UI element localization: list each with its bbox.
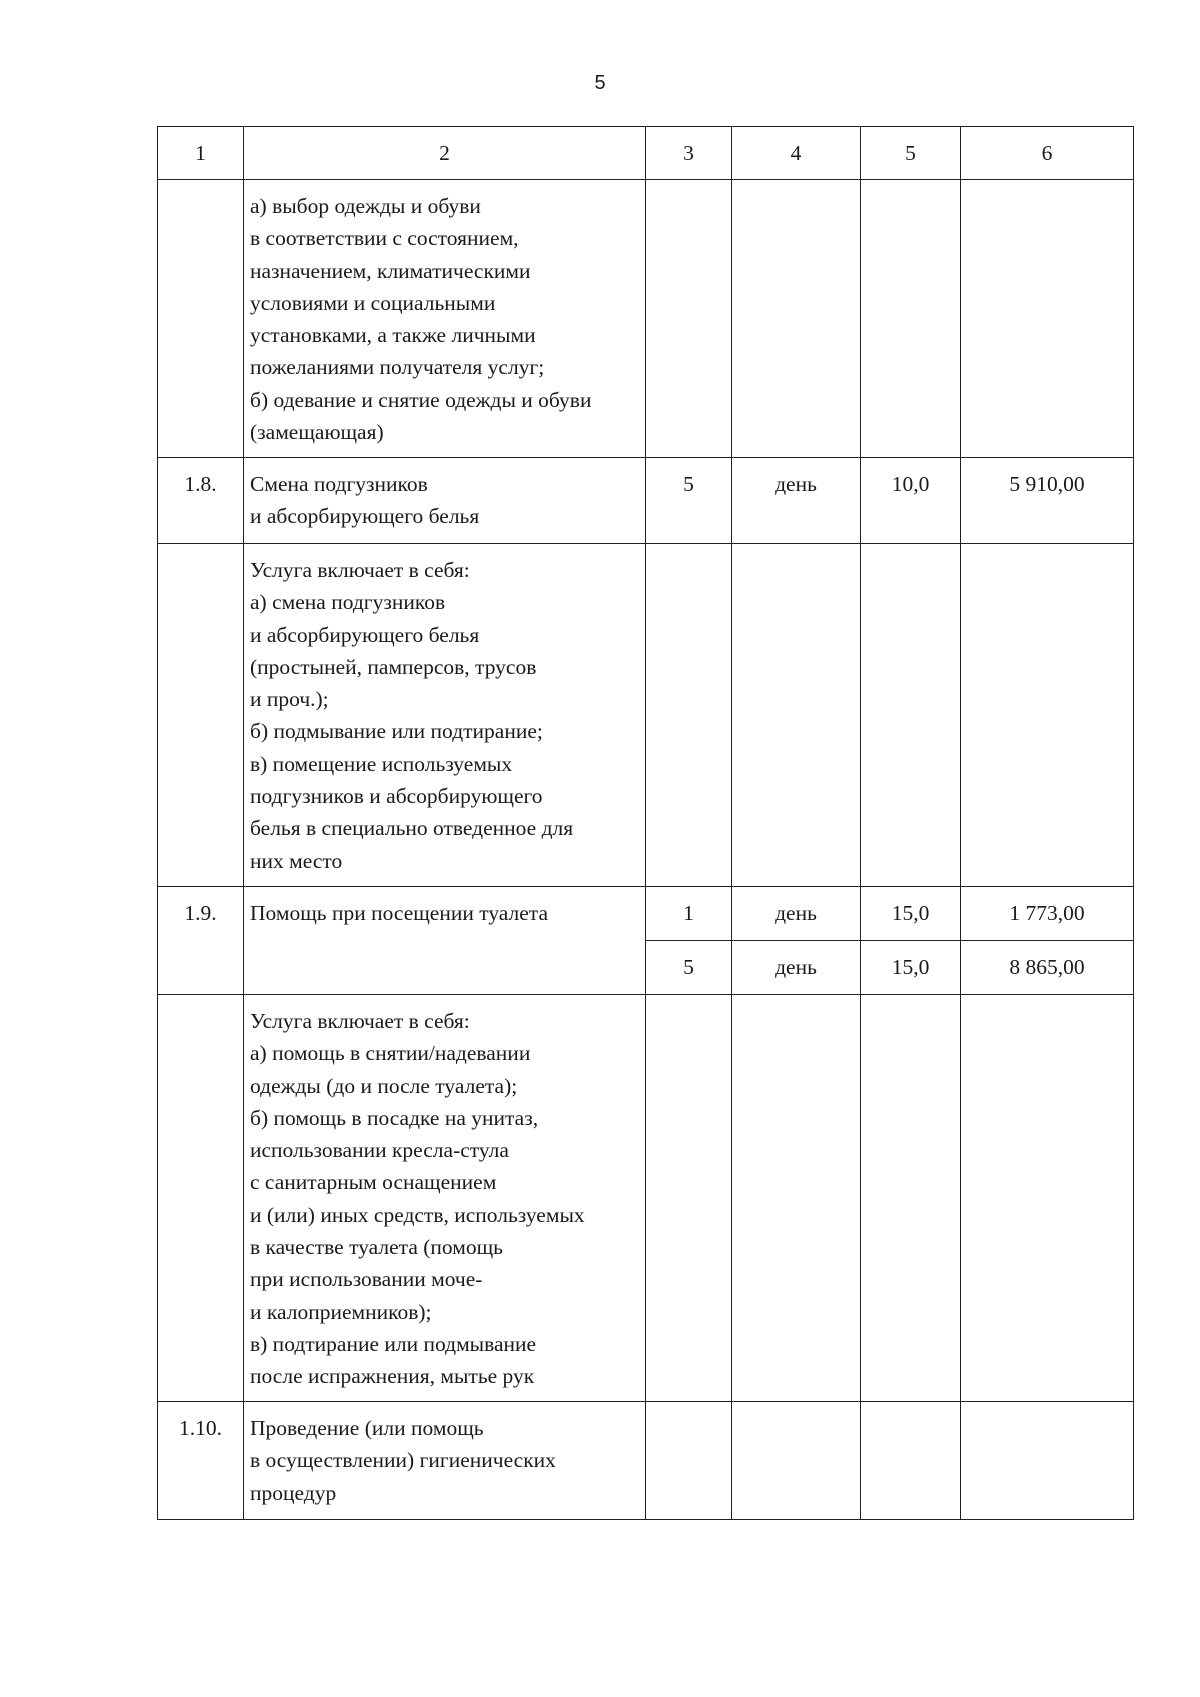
table-row-description	[158, 180, 1134, 458]
service-unit: день	[732, 941, 861, 995]
service-col-5: 15,0	[861, 941, 961, 995]
services-table	[157, 126, 1134, 1520]
service-unit: день	[732, 887, 861, 941]
empty-cell	[732, 544, 861, 887]
header-cell-3: 3	[646, 127, 732, 180]
empty-cell	[861, 544, 961, 887]
header-cell-1: 1	[158, 127, 244, 180]
header-cell-2: 2	[244, 127, 646, 180]
table-row-description	[158, 995, 1134, 1402]
row-description	[244, 995, 646, 1402]
header-cell-6: 6	[961, 127, 1134, 180]
service-name	[244, 458, 646, 544]
header-cell-4: 4	[732, 127, 861, 180]
service-col-3	[646, 1402, 732, 1520]
service-name-text: Помощь при посещении туалета	[250, 901, 549, 925]
page-number: 5	[594, 72, 606, 94]
service-name-text: Проведение (или помощь в осуществлении) гигиенических процедур	[250, 1416, 556, 1505]
service-number: 1.8.	[158, 458, 244, 544]
row-description	[244, 180, 646, 458]
header-cell-5: 5	[861, 127, 961, 180]
empty-cell	[961, 180, 1134, 458]
header-row	[158, 127, 1134, 180]
service-col-5: 15,0	[861, 887, 961, 941]
empty-cell	[861, 995, 961, 1402]
service-col-3: 5	[646, 458, 732, 544]
service-col-5: 10,0	[861, 458, 961, 544]
service-price: 1 773,00	[961, 887, 1134, 941]
service-name	[244, 887, 646, 995]
table-row-service-1-9	[158, 887, 1134, 941]
empty-cell	[732, 180, 861, 458]
empty-cell	[646, 180, 732, 458]
empty-cell	[861, 180, 961, 458]
service-price: 8 865,00	[961, 941, 1134, 995]
description-text: Услуга включает в себя: а) смена подгузников и абсорбирующего белья (простыней, памперсов, трусов и проч.); б) подмывание или подтирание; в) помещение используемых подгузников и абсорбирующего белья в специально отведенное для них место	[250, 558, 574, 873]
description-text: Услуга включает в себя: а) помощь в снятии/надевании одежды (до и после туалета); б) помощь в посадке на унитаз, использовании кресла-стула с санитарным оснащением и (или) иных средств, используемых в качестве туалета (помощь при использовании моче- и калоприемников); в) подтирание или подмывание после испражнения, мытье рук	[250, 1009, 585, 1389]
row-number	[158, 180, 244, 458]
service-col-3: 1	[646, 887, 732, 941]
service-name-text: Смена подгузников и абсорбирующего белья	[250, 472, 480, 529]
table-row-description	[158, 544, 1134, 887]
service-col-3: 5	[646, 941, 732, 995]
service-price	[961, 1402, 1134, 1520]
service-unit: день	[732, 458, 861, 544]
service-name	[244, 1402, 646, 1520]
empty-cell	[961, 544, 1134, 887]
description-text: а) выбор одежды и обуви в соответствии с состоянием, назначением, климатическими условиями и социальными установками, а также личными пожеланиями получателя услуг; б) одевание и снятие одежды и обуви (замещающая)	[250, 194, 592, 445]
table-row-service-1-8	[158, 458, 1134, 544]
service-price: 5 910,00	[961, 458, 1134, 544]
table-row-service-1-10	[158, 1402, 1134, 1520]
service-unit	[732, 1402, 861, 1520]
empty-cell	[961, 995, 1134, 1402]
service-number: 1.10.	[158, 1402, 244, 1520]
row-number	[158, 544, 244, 887]
service-number: 1.9.	[158, 887, 244, 995]
row-number	[158, 995, 244, 1402]
service-col-5	[861, 1402, 961, 1520]
empty-cell	[646, 544, 732, 887]
empty-cell	[732, 995, 861, 1402]
row-description	[244, 544, 646, 887]
empty-cell	[646, 995, 732, 1402]
